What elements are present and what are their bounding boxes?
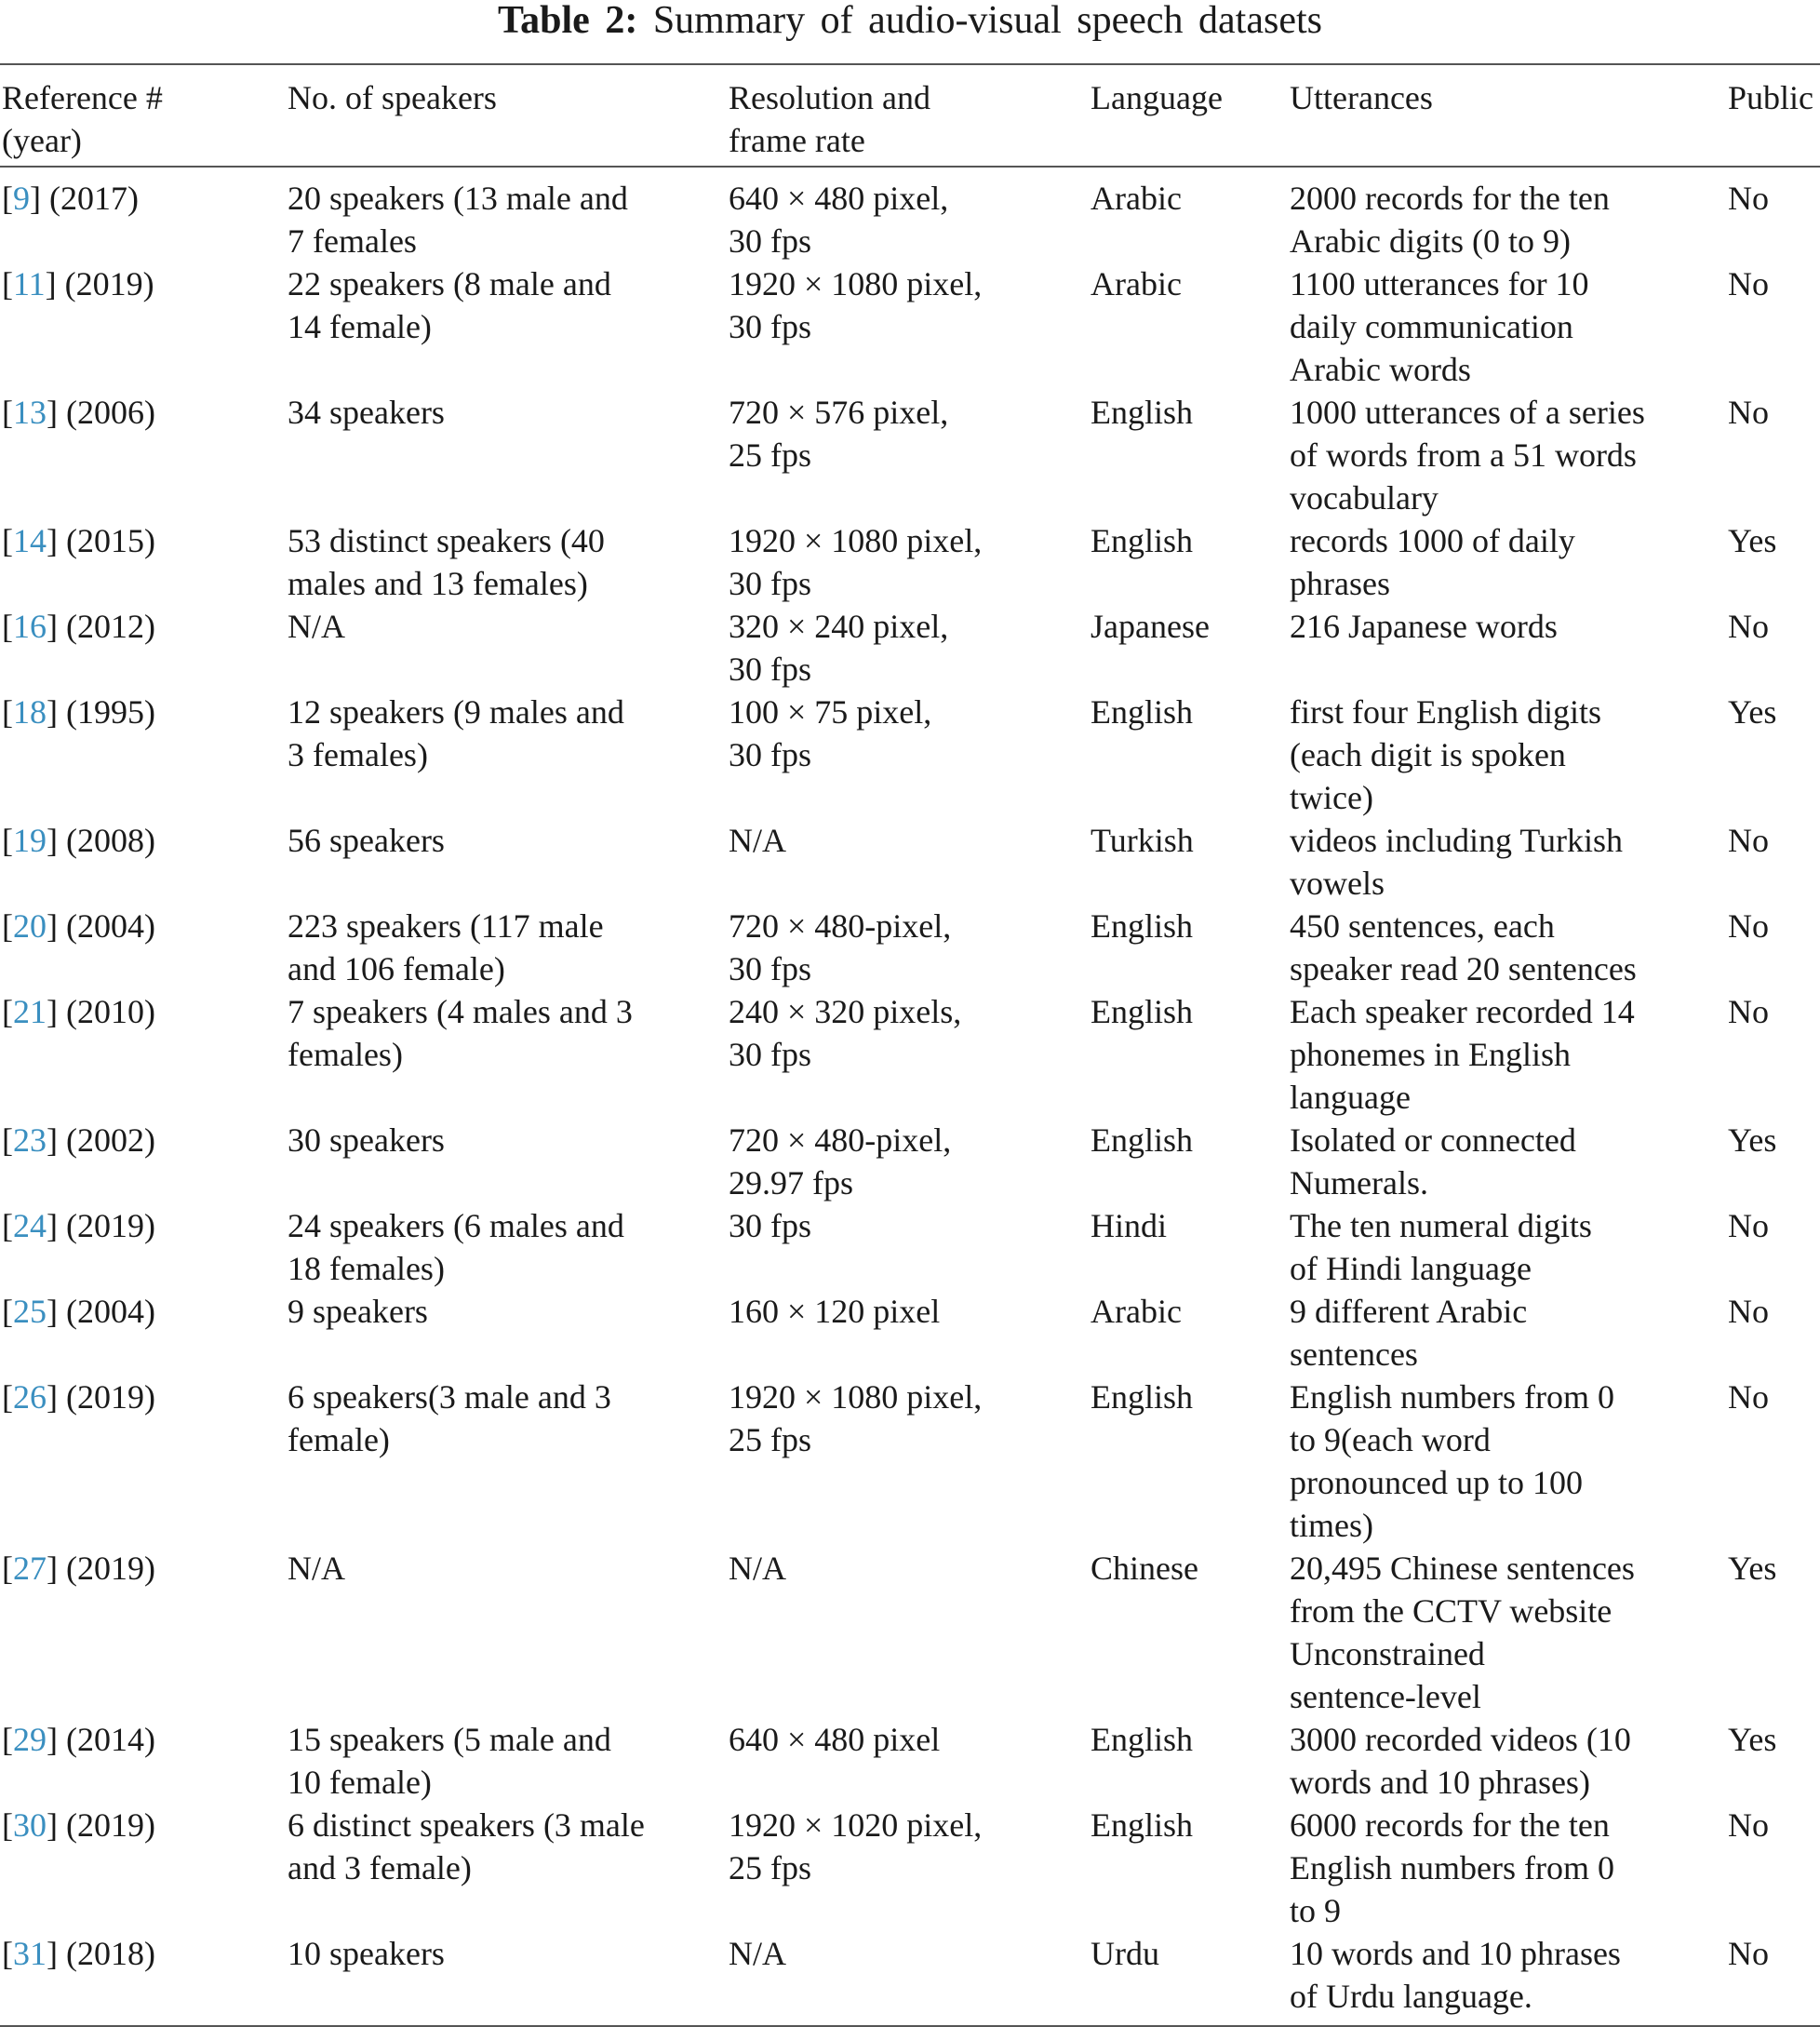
cell-reference: [9] (2017) <box>2 180 139 217</box>
cell-speakers: 12 speakers (9 males and 3 females) <box>288 693 624 773</box>
reference-year: (2015) <box>58 522 155 559</box>
cell-language: English <box>1091 1721 1194 1758</box>
cell-reference: [20] (2004) <box>2 907 155 945</box>
cell-speakers: 7 speakers (4 males and 3 females) <box>288 993 633 1073</box>
table-body <box>0 167 1820 2026</box>
cell-speakers: 56 speakers <box>288 822 445 859</box>
table-row <box>0 1290 1820 1376</box>
reference-link[interactable]: 9 <box>13 180 30 217</box>
column-header-resolution: Resolution and frame rate <box>729 79 930 159</box>
reference-link[interactable]: 30 <box>13 1806 47 1844</box>
reference-link[interactable]: 20 <box>13 907 47 945</box>
cell-reference: [14] (2015) <box>2 522 155 559</box>
cell-public: No <box>1728 822 1769 859</box>
table-row <box>0 1718 1820 1804</box>
cell-speakers: 34 speakers <box>288 394 445 431</box>
column-header-language: Language <box>1091 79 1223 116</box>
cell-language: Hindi <box>1091 1207 1168 1244</box>
reference-link[interactable]: 14 <box>13 522 47 559</box>
cell-language: English <box>1091 394 1194 431</box>
cell-public: Yes <box>1728 1721 1777 1758</box>
cell-resolution: 100 × 75 pixel, 30 fps <box>729 693 932 773</box>
cell-speakers: 10 speakers <box>288 1935 445 1972</box>
column-header-public: Public <box>1728 79 1814 116</box>
table-row <box>0 691 1820 819</box>
table-row <box>0 262 1820 391</box>
reference-year: (2002) <box>58 1121 155 1159</box>
reference-year: (2018) <box>58 1935 155 1972</box>
cell-language: English <box>1091 1378 1194 1416</box>
cell-speakers: N/A <box>288 608 345 645</box>
cell-reference: [26] (2019) <box>2 1378 155 1416</box>
cell-speakers: 22 speakers (8 male and 14 female) <box>288 265 611 345</box>
cell-reference: [13] (2006) <box>2 394 155 431</box>
reference-year: (2019) <box>58 1550 155 1587</box>
table-row <box>0 905 1820 990</box>
cell-resolution: N/A <box>729 822 786 859</box>
reference-year: (2004) <box>58 907 155 945</box>
reference-year: (1995) <box>58 693 155 731</box>
cell-speakers: 15 speakers (5 male and 10 female) <box>288 1721 611 1801</box>
cell-resolution: 640 × 480 pixel <box>729 1721 941 1758</box>
cell-speakers: 6 distinct speakers (3 male and 3 female) <box>288 1806 645 1886</box>
cell-reference: [18] (1995) <box>2 693 155 731</box>
cell-utterances: 450 sentences, each speaker read 20 sentences <box>1290 907 1637 987</box>
reference-link[interactable]: 19 <box>13 822 47 859</box>
cell-resolution: 1920 × 1080 pixel, 30 fps <box>729 522 983 602</box>
cell-resolution: 640 × 480 pixel, 30 fps <box>729 180 949 260</box>
cell-public: No <box>1728 1378 1769 1416</box>
table-row <box>0 1376 1820 1547</box>
cell-public: Yes <box>1728 1550 1777 1587</box>
cell-speakers: 9 speakers <box>288 1293 428 1330</box>
reference-year: (2004) <box>58 1293 155 1330</box>
cell-language: Arabic <box>1091 180 1182 217</box>
reference-year: (2019) <box>58 1806 155 1844</box>
datasets-table <box>0 63 1820 2027</box>
cell-reference: [27] (2019) <box>2 1550 155 1587</box>
table-row <box>0 990 1820 1119</box>
cell-language: English <box>1091 907 1194 945</box>
column-header-speakers: No. of speakers <box>288 79 497 116</box>
cell-public: No <box>1728 265 1769 302</box>
cell-speakers: 20 speakers (13 male and 7 females <box>288 180 628 260</box>
reference-link[interactable]: 31 <box>13 1935 47 1972</box>
cell-language: Arabic <box>1091 1293 1182 1330</box>
cell-language: Chinese <box>1091 1550 1198 1587</box>
cell-utterances: records 1000 of daily phrases <box>1290 522 1575 602</box>
cell-public: No <box>1728 1293 1769 1330</box>
cell-public: No <box>1728 1935 1769 1972</box>
cell-reference: [19] (2008) <box>2 822 155 859</box>
reference-year: (2019) <box>58 1207 155 1244</box>
cell-resolution: 30 fps <box>729 1207 811 1244</box>
cell-utterances: 20,495 Chinese sentences from the CCTV website Unconstrained sentence-level <box>1290 1550 1635 1715</box>
table-row <box>0 1932 1820 2026</box>
cell-speakers: 30 speakers <box>288 1121 445 1159</box>
cell-language: English <box>1091 1121 1194 1159</box>
cell-resolution: 1920 × 1080 pixel, 30 fps <box>729 265 983 345</box>
reference-year: (2017) <box>41 180 139 217</box>
cell-utterances: Isolated or connected Numerals. <box>1290 1121 1576 1201</box>
cell-utterances: 10 words and 10 phrases of Urdu language. <box>1290 1935 1621 2015</box>
cell-public: No <box>1728 608 1769 645</box>
cell-language: Turkish <box>1091 822 1194 859</box>
table-caption-text: Summary of audio-visual speech datasets <box>652 0 1322 42</box>
cell-utterances: The ten numeral digits of Hindi language <box>1290 1207 1592 1287</box>
reference-year: (2010) <box>58 993 155 1030</box>
cell-reference: [31] (2018) <box>2 1935 155 1972</box>
table-header-row <box>0 64 1820 167</box>
cell-speakers: 6 speakers(3 male and 3 female) <box>288 1378 611 1458</box>
cell-resolution: N/A <box>729 1935 786 1972</box>
cell-utterances: 216 Japanese words <box>1290 608 1558 645</box>
column-header-utterances: Utterances <box>1290 79 1433 116</box>
cell-speakers: 53 distinct speakers (40 males and 13 females) <box>288 522 605 602</box>
cell-public: Yes <box>1728 1121 1777 1159</box>
reference-year: (2014) <box>58 1721 155 1758</box>
cell-public: No <box>1728 907 1769 945</box>
reference-link[interactable]: 18 <box>13 693 47 731</box>
reference-link[interactable]: 23 <box>13 1121 47 1159</box>
cell-public: Yes <box>1728 522 1777 559</box>
cell-utterances: 6000 records for the ten English numbers from 0 to 9 <box>1290 1806 1614 1929</box>
cell-utterances: 1100 utterances for 10 daily communication Arabic words <box>1290 265 1589 388</box>
reference-year: (2012) <box>58 608 155 645</box>
table-row <box>0 1804 1820 1932</box>
table-row <box>0 519 1820 605</box>
cell-speakers: N/A <box>288 1550 345 1587</box>
cell-utterances: 9 different Arabic sentences <box>1290 1293 1528 1373</box>
cell-speakers: 223 speakers (117 male and 106 female) <box>288 907 604 987</box>
cell-resolution: 320 × 240 pixel, 30 fps <box>729 608 949 688</box>
reference-link[interactable]: 11 <box>13 265 46 302</box>
cell-resolution: 720 × 576 pixel, 25 fps <box>729 394 949 474</box>
cell-resolution: 160 × 120 pixel <box>729 1293 941 1330</box>
cell-reference: [23] (2002) <box>2 1121 155 1159</box>
table-caption-label: Table 2: <box>498 0 638 42</box>
cell-resolution: 720 × 480-pixel, 30 fps <box>729 907 952 987</box>
table-row <box>0 605 1820 691</box>
cell-utterances: Each speaker recorded 14 phonemes in English language <box>1290 993 1635 1116</box>
reference-link[interactable]: 16 <box>13 608 47 645</box>
cell-language: English <box>1091 693 1194 731</box>
cell-resolution: N/A <box>729 1550 786 1587</box>
cell-public: No <box>1728 180 1769 217</box>
cell-resolution: 240 × 320 pixels, 30 fps <box>729 993 962 1073</box>
cell-public: Yes <box>1728 693 1777 731</box>
cell-utterances: videos including Turkish vowels <box>1290 822 1624 902</box>
table-row <box>0 1204 1820 1290</box>
cell-utterances: 3000 recorded videos (10 words and 10 phrases) <box>1290 1721 1631 1801</box>
cell-speakers: 24 speakers (6 males and 18 females) <box>288 1207 624 1287</box>
cell-public: No <box>1728 993 1769 1030</box>
table-row <box>0 819 1820 905</box>
reference-link[interactable]: 25 <box>13 1293 47 1330</box>
cell-reference: [30] (2019) <box>2 1806 155 1844</box>
reference-year: (2006) <box>58 394 155 431</box>
cell-utterances: 2000 records for the ten Arabic digits (0 to 9) <box>1290 180 1610 260</box>
cell-reference: [29] (2014) <box>2 1721 155 1758</box>
column-header-reference: Reference # (year) <box>2 79 163 159</box>
cell-language: Japanese <box>1091 608 1210 645</box>
cell-language: Arabic <box>1091 265 1182 302</box>
cell-language: English <box>1091 522 1194 559</box>
table-row <box>0 1119 1820 1204</box>
cell-reference: [16] (2012) <box>2 608 155 645</box>
reference-link[interactable]: 24 <box>13 1207 47 1244</box>
table-row <box>0 167 1820 262</box>
cell-utterances: first four English digits (each digit is spoken twice) <box>1290 693 1601 816</box>
cell-public: No <box>1728 1207 1769 1244</box>
reference-link[interactable]: 13 <box>13 394 47 431</box>
table-row <box>0 391 1820 519</box>
reference-link[interactable]: 26 <box>13 1378 47 1416</box>
cell-reference: [21] (2010) <box>2 993 155 1030</box>
cell-public: No <box>1728 1806 1769 1844</box>
reference-link[interactable]: 29 <box>13 1721 47 1758</box>
cell-utterances: 1000 utterances of a series of words from a 51 words vocabulary <box>1290 394 1645 517</box>
reference-year: (2019) <box>56 265 154 302</box>
reference-link[interactable]: 21 <box>13 993 47 1030</box>
datasets-table-container <box>0 63 1820 2027</box>
table-row <box>0 1547 1820 1718</box>
cell-reference: [11] (2019) <box>2 265 154 302</box>
cell-resolution: 1920 × 1080 pixel, 25 fps <box>729 1378 983 1458</box>
cell-language: English <box>1091 1806 1194 1844</box>
cell-resolution: 1920 × 1020 pixel, 25 fps <box>729 1806 983 1886</box>
reference-link[interactable]: 27 <box>13 1550 47 1587</box>
cell-language: Urdu <box>1091 1935 1159 1972</box>
table-caption <box>0 0 1820 41</box>
cell-reference: [24] (2019) <box>2 1207 155 1244</box>
reference-year: (2008) <box>58 822 155 859</box>
cell-resolution: 720 × 480-pixel, 29.97 fps <box>729 1121 952 1201</box>
cell-public: No <box>1728 394 1769 431</box>
reference-year: (2019) <box>58 1378 155 1416</box>
cell-utterances: English numbers from 0 to 9(each word pronounced up to 100 times) <box>1290 1378 1614 1544</box>
cell-language: English <box>1091 993 1194 1030</box>
cell-reference: [25] (2004) <box>2 1293 155 1330</box>
